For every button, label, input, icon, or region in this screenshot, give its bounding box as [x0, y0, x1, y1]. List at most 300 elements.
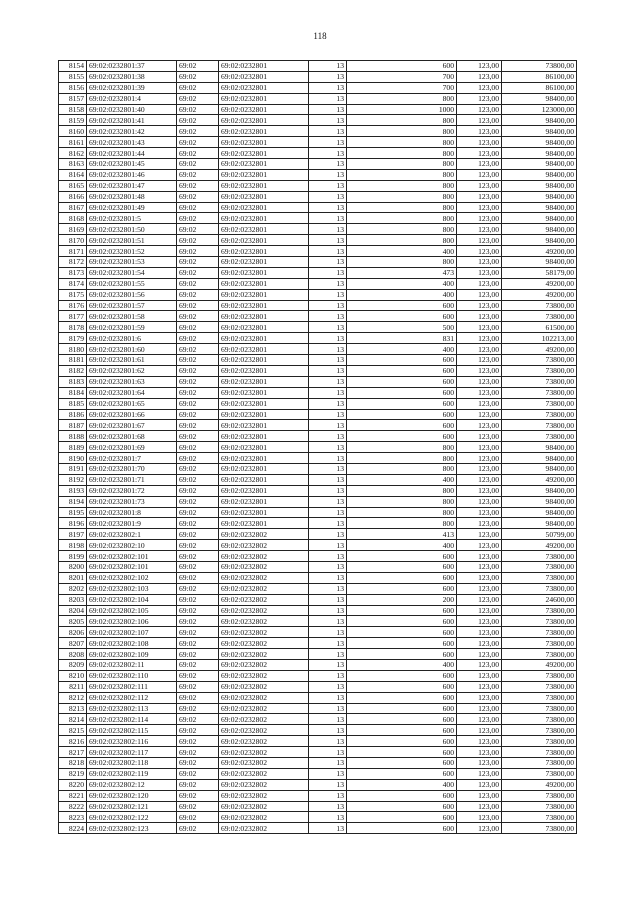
cadastral-number: 69:02:0232801:49	[87, 202, 177, 213]
cadastral-value: 73800,00	[502, 387, 577, 398]
region-code: 69:02	[177, 561, 219, 572]
rate-value: 123,00	[457, 747, 502, 758]
table-row	[59, 322, 577, 333]
area-value: 600	[347, 649, 457, 660]
category-code: 13	[309, 169, 347, 180]
rate-value: 123,00	[457, 115, 502, 126]
cadastral-value: 98400,00	[502, 485, 577, 496]
region-code: 69:02	[177, 387, 219, 398]
category-code: 13	[309, 246, 347, 257]
category-code: 13	[309, 474, 347, 485]
cadastral-value: 73800,00	[502, 376, 577, 387]
category-code: 13	[309, 583, 347, 594]
area-value: 400	[347, 344, 457, 355]
cadastral-number: 69:02:0232802:110	[87, 670, 177, 681]
cadastral-quarter: 69:02:0232802	[219, 779, 309, 790]
cadastral-number: 69:02:0232802:12	[87, 779, 177, 790]
region-code: 69:02	[177, 246, 219, 257]
cadastral-value: 98400,00	[502, 463, 577, 474]
row-number: 8155	[59, 71, 87, 82]
rate-value: 123,00	[457, 518, 502, 529]
row-number: 8166	[59, 191, 87, 202]
cadastral-quarter: 69:02:0232801	[219, 474, 309, 485]
table-row	[59, 387, 577, 398]
region-code: 69:02	[177, 736, 219, 747]
cadastral-number: 69:02:0232802:116	[87, 736, 177, 747]
category-code: 13	[309, 202, 347, 213]
cadastral-quarter: 69:02:0232801	[219, 104, 309, 115]
category-code: 13	[309, 267, 347, 278]
rate-value: 123,00	[457, 246, 502, 257]
area-value: 800	[347, 148, 457, 159]
region-code: 69:02	[177, 649, 219, 660]
row-number: 8182	[59, 365, 87, 376]
row-number: 8218	[59, 758, 87, 769]
cadastral-quarter: 69:02:0232801	[219, 398, 309, 409]
cadastral-value: 73800,00	[502, 431, 577, 442]
cadastral-number: 69:02:0232801:67	[87, 420, 177, 431]
category-code: 13	[309, 300, 347, 311]
table-row	[59, 300, 577, 311]
table-row	[59, 659, 577, 670]
region-code: 69:02	[177, 768, 219, 779]
category-code: 13	[309, 616, 347, 627]
area-value: 600	[347, 409, 457, 420]
table-row	[59, 692, 577, 703]
rate-value: 123,00	[457, 213, 502, 224]
category-code: 13	[309, 322, 347, 333]
table-row	[59, 758, 577, 769]
cadastral-quarter: 69:02:0232801	[219, 420, 309, 431]
region-code: 69:02	[177, 507, 219, 518]
cadastral-number: 69:02:0232801:44	[87, 148, 177, 159]
row-number: 8207	[59, 638, 87, 649]
cadastral-quarter: 69:02:0232801	[219, 431, 309, 442]
row-number: 8220	[59, 779, 87, 790]
category-code: 13	[309, 420, 347, 431]
table-row	[59, 278, 577, 289]
region-code: 69:02	[177, 93, 219, 104]
category-code: 13	[309, 463, 347, 474]
region-code: 69:02	[177, 202, 219, 213]
cadastral-number: 69:02:0232801:57	[87, 300, 177, 311]
cadastral-quarter: 69:02:0232801	[219, 115, 309, 126]
cadastral-quarter: 69:02:0232801	[219, 485, 309, 496]
table-row	[59, 747, 577, 758]
table-row	[59, 93, 577, 104]
row-number: 8164	[59, 169, 87, 180]
cadastral-value: 49200,00	[502, 278, 577, 289]
category-code: 13	[309, 812, 347, 823]
cadastral-number: 69:02:0232802:106	[87, 616, 177, 627]
area-value: 800	[347, 137, 457, 148]
cadastral-number: 69:02:0232802:120	[87, 790, 177, 801]
row-number: 8221	[59, 790, 87, 801]
cadastral-quarter: 69:02:0232802	[219, 790, 309, 801]
table-row	[59, 616, 577, 627]
area-value: 800	[347, 159, 457, 170]
table-row	[59, 104, 577, 115]
row-number: 8165	[59, 180, 87, 191]
region-code: 69:02	[177, 463, 219, 474]
rate-value: 123,00	[457, 257, 502, 268]
rate-value: 123,00	[457, 420, 502, 431]
row-number: 8192	[59, 474, 87, 485]
cadastral-quarter: 69:02:0232802	[219, 747, 309, 758]
row-number: 8205	[59, 616, 87, 627]
table-row	[59, 561, 577, 572]
rate-value: 123,00	[457, 267, 502, 278]
row-number: 8194	[59, 496, 87, 507]
cadastral-number: 69:02:0232801:8	[87, 507, 177, 518]
row-number: 8217	[59, 747, 87, 758]
rate-value: 123,00	[457, 616, 502, 627]
category-code: 13	[309, 659, 347, 670]
cadastral-number: 69:02:0232801:45	[87, 159, 177, 170]
cadastral-quarter: 69:02:0232802	[219, 703, 309, 714]
cadastral-value: 73800,00	[502, 583, 577, 594]
cadastral-quarter: 69:02:0232802	[219, 540, 309, 551]
cadastral-number: 69:02:0232802:101	[87, 561, 177, 572]
cadastral-number: 69:02:0232801:42	[87, 126, 177, 137]
cadastral-number: 69:02:0232802:123	[87, 823, 177, 834]
row-number: 8203	[59, 594, 87, 605]
cadastral-quarter: 69:02:0232802	[219, 681, 309, 692]
cadastral-value: 49200,00	[502, 344, 577, 355]
cadastral-value: 73800,00	[502, 703, 577, 714]
area-value: 600	[347, 638, 457, 649]
table-row	[59, 333, 577, 344]
category-code: 13	[309, 714, 347, 725]
rate-value: 123,00	[457, 104, 502, 115]
table-row	[59, 485, 577, 496]
category-code: 13	[309, 496, 347, 507]
rate-value: 123,00	[457, 300, 502, 311]
cadastral-quarter: 69:02:0232801	[219, 463, 309, 474]
cadastral-number: 69:02:0232802:101	[87, 551, 177, 562]
area-value: 600	[347, 725, 457, 736]
cadastral-number: 69:02:0232802:122	[87, 812, 177, 823]
rate-value: 123,00	[457, 453, 502, 464]
cadastral-number: 69:02:0232801:73	[87, 496, 177, 507]
cadastral-quarter: 69:02:0232802	[219, 801, 309, 812]
region-code: 69:02	[177, 779, 219, 790]
cadastral-quarter: 69:02:0232801	[219, 355, 309, 366]
table-row	[59, 768, 577, 779]
table-row	[59, 191, 577, 202]
region-code: 69:02	[177, 71, 219, 82]
area-value: 600	[347, 376, 457, 387]
rate-value: 123,00	[457, 692, 502, 703]
table-row	[59, 583, 577, 594]
cadastral-value: 73800,00	[502, 300, 577, 311]
table-row	[59, 605, 577, 616]
row-number: 8184	[59, 387, 87, 398]
cadastral-quarter: 69:02:0232801	[219, 202, 309, 213]
cadastral-value: 98400,00	[502, 507, 577, 518]
table-row	[59, 638, 577, 649]
category-code: 13	[309, 71, 347, 82]
row-number: 8183	[59, 376, 87, 387]
region-code: 69:02	[177, 257, 219, 268]
cadastral-number: 69:02:0232801:71	[87, 474, 177, 485]
table-row	[59, 790, 577, 801]
region-code: 69:02	[177, 725, 219, 736]
row-number: 8167	[59, 202, 87, 213]
region-code: 69:02	[177, 398, 219, 409]
cadastral-value: 73800,00	[502, 398, 577, 409]
row-number: 8172	[59, 257, 87, 268]
row-number: 8224	[59, 823, 87, 834]
category-code: 13	[309, 289, 347, 300]
category-code: 13	[309, 257, 347, 268]
cadastral-value: 98400,00	[502, 213, 577, 224]
area-value: 800	[347, 126, 457, 137]
area-value: 400	[347, 278, 457, 289]
area-value: 800	[347, 463, 457, 474]
area-value: 600	[347, 627, 457, 638]
category-code: 13	[309, 278, 347, 289]
cadastral-number: 69:02:0232802:113	[87, 703, 177, 714]
rate-value: 123,00	[457, 442, 502, 453]
cadastral-value: 98400,00	[502, 496, 577, 507]
cadastral-quarter: 69:02:0232802	[219, 616, 309, 627]
cadastral-number: 69:02:0232801:68	[87, 431, 177, 442]
rate-value: 123,00	[457, 638, 502, 649]
rate-value: 123,00	[457, 768, 502, 779]
cadastral-number: 69:02:0232801:55	[87, 278, 177, 289]
region-code: 69:02	[177, 714, 219, 725]
area-value: 473	[347, 267, 457, 278]
row-number: 8195	[59, 507, 87, 518]
area-value: 200	[347, 594, 457, 605]
cadastral-number: 69:02:0232801:48	[87, 191, 177, 202]
area-value: 800	[347, 180, 457, 191]
cadastral-number: 69:02:0232801:66	[87, 409, 177, 420]
cadastral-value: 49200,00	[502, 779, 577, 790]
cadastral-value: 73800,00	[502, 768, 577, 779]
category-code: 13	[309, 758, 347, 769]
region-code: 69:02	[177, 605, 219, 616]
region-code: 69:02	[177, 670, 219, 681]
table-row	[59, 355, 577, 366]
row-number: 8189	[59, 442, 87, 453]
rate-value: 123,00	[457, 823, 502, 834]
table-row	[59, 126, 577, 137]
area-value: 800	[347, 507, 457, 518]
rate-value: 123,00	[457, 224, 502, 235]
cadastral-value: 98400,00	[502, 180, 577, 191]
cadastral-value: 73800,00	[502, 551, 577, 562]
region-code: 69:02	[177, 801, 219, 812]
cadastral-value: 73800,00	[502, 616, 577, 627]
region-code: 69:02	[177, 551, 219, 562]
region-code: 69:02	[177, 267, 219, 278]
cadastral-quarter: 69:02:0232802	[219, 561, 309, 572]
area-value: 800	[347, 518, 457, 529]
rate-value: 123,00	[457, 529, 502, 540]
area-value: 400	[347, 659, 457, 670]
area-value: 800	[347, 235, 457, 246]
area-value: 500	[347, 322, 457, 333]
area-value: 600	[347, 365, 457, 376]
cadastral-number: 69:02:0232802:10	[87, 540, 177, 551]
row-number: 8210	[59, 670, 87, 681]
rate-value: 123,00	[457, 126, 502, 137]
cadastral-quarter: 69:02:0232802	[219, 594, 309, 605]
region-code: 69:02	[177, 540, 219, 551]
row-number: 8216	[59, 736, 87, 747]
category-code: 13	[309, 529, 347, 540]
cadastral-quarter: 69:02:0232801	[219, 311, 309, 322]
row-number: 8213	[59, 703, 87, 714]
rate-value: 123,00	[457, 365, 502, 376]
area-value: 600	[347, 572, 457, 583]
cadastral-value: 58179,00	[502, 267, 577, 278]
category-code: 13	[309, 235, 347, 246]
cadastral-quarter: 69:02:0232802	[219, 529, 309, 540]
row-number: 8187	[59, 420, 87, 431]
rate-value: 123,00	[457, 561, 502, 572]
table-row	[59, 311, 577, 322]
region-code: 69:02	[177, 692, 219, 703]
region-code: 69:02	[177, 420, 219, 431]
category-code: 13	[309, 409, 347, 420]
row-number: 8174	[59, 278, 87, 289]
cadastral-number: 69:02:0232801:60	[87, 344, 177, 355]
rate-value: 123,00	[457, 387, 502, 398]
table-row	[59, 594, 577, 605]
cadastral-number: 69:02:0232801:51	[87, 235, 177, 246]
cadastral-value: 73800,00	[502, 812, 577, 823]
cadastral-quarter: 69:02:0232802	[219, 670, 309, 681]
cadastral-number: 69:02:0232802:108	[87, 638, 177, 649]
cadastral-value: 73800,00	[502, 801, 577, 812]
area-value: 700	[347, 82, 457, 93]
cadastral-quarter: 69:02:0232802	[219, 692, 309, 703]
category-code: 13	[309, 355, 347, 366]
cadastral-quarter: 69:02:0232801	[219, 126, 309, 137]
area-value: 413	[347, 529, 457, 540]
category-code: 13	[309, 453, 347, 464]
category-code: 13	[309, 823, 347, 834]
cadastral-quarter: 69:02:0232802	[219, 812, 309, 823]
table-row	[59, 474, 577, 485]
cadastral-quarter: 69:02:0232801	[219, 257, 309, 268]
cadastral-value: 98400,00	[502, 93, 577, 104]
area-value: 600	[347, 387, 457, 398]
table-row	[59, 823, 577, 834]
rate-value: 123,00	[457, 594, 502, 605]
cadastral-quarter: 69:02:0232801	[219, 93, 309, 104]
cadastral-quarter: 69:02:0232802	[219, 627, 309, 638]
cadastral-number: 69:02:0232801:7	[87, 453, 177, 464]
cadastral-quarter: 69:02:0232801	[219, 333, 309, 344]
area-value: 400	[347, 289, 457, 300]
cadastral-quarter: 69:02:0232801	[219, 235, 309, 246]
table-row	[59, 736, 577, 747]
region-code: 69:02	[177, 365, 219, 376]
category-code: 13	[309, 801, 347, 812]
table-row	[59, 670, 577, 681]
area-value: 600	[347, 801, 457, 812]
area-value: 600	[347, 714, 457, 725]
area-value: 600	[347, 681, 457, 692]
cadastral-number: 69:02:0232801:6	[87, 333, 177, 344]
region-code: 69:02	[177, 213, 219, 224]
area-value: 600	[347, 703, 457, 714]
category-code: 13	[309, 344, 347, 355]
row-number: 8179	[59, 333, 87, 344]
area-value: 600	[347, 823, 457, 834]
area-value: 400	[347, 540, 457, 551]
table-row	[59, 137, 577, 148]
cadastral-quarter: 69:02:0232801	[219, 180, 309, 191]
row-number: 8185	[59, 398, 87, 409]
table-row	[59, 289, 577, 300]
cadastral-value: 98400,00	[502, 224, 577, 235]
cadastral-value: 102213,00	[502, 333, 577, 344]
table-row	[59, 235, 577, 246]
cadastral-number: 69:02:0232802:119	[87, 768, 177, 779]
cadastral-value: 73800,00	[502, 670, 577, 681]
region-code: 69:02	[177, 115, 219, 126]
region-code: 69:02	[177, 583, 219, 594]
row-number: 8196	[59, 518, 87, 529]
rate-value: 123,00	[457, 376, 502, 387]
cadastral-number: 69:02:0232801:39	[87, 82, 177, 93]
cadastral-value: 98400,00	[502, 518, 577, 529]
rate-value: 123,00	[457, 583, 502, 594]
region-code: 69:02	[177, 104, 219, 115]
cadastral-value: 73800,00	[502, 627, 577, 638]
row-number: 8158	[59, 104, 87, 115]
area-value: 600	[347, 431, 457, 442]
cadastral-quarter: 69:02:0232801	[219, 387, 309, 398]
region-code: 69:02	[177, 159, 219, 170]
cadastral-value: 98400,00	[502, 148, 577, 159]
cadastral-number: 69:02:0232801:46	[87, 169, 177, 180]
cadastral-value: 98400,00	[502, 257, 577, 268]
region-code: 69:02	[177, 333, 219, 344]
cadastral-quarter: 69:02:0232801	[219, 213, 309, 224]
category-code: 13	[309, 649, 347, 660]
cadastral-quarter: 69:02:0232801	[219, 159, 309, 170]
cadastral-quarter: 69:02:0232802	[219, 714, 309, 725]
cadastral-value: 73800,00	[502, 61, 577, 72]
cadastral-number: 69:02:0232802:111	[87, 681, 177, 692]
category-code: 13	[309, 627, 347, 638]
region-code: 69:02	[177, 322, 219, 333]
cadastral-number: 69:02:0232801:41	[87, 115, 177, 126]
area-value: 600	[347, 736, 457, 747]
cadastral-value: 73800,00	[502, 355, 577, 366]
table-row	[59, 344, 577, 355]
region-code: 69:02	[177, 812, 219, 823]
cadastral-number: 69:02:0232801:63	[87, 376, 177, 387]
cadastral-quarter: 69:02:0232801	[219, 61, 309, 72]
cadastral-number: 69:02:0232802:102	[87, 572, 177, 583]
cadastral-number: 69:02:0232801:62	[87, 365, 177, 376]
table-row	[59, 398, 577, 409]
category-code: 13	[309, 311, 347, 322]
row-number: 8202	[59, 583, 87, 594]
table-row	[59, 540, 577, 551]
cadastral-quarter: 69:02:0232801	[219, 224, 309, 235]
row-number: 8197	[59, 529, 87, 540]
area-value: 1000	[347, 104, 457, 115]
row-number: 8200	[59, 561, 87, 572]
